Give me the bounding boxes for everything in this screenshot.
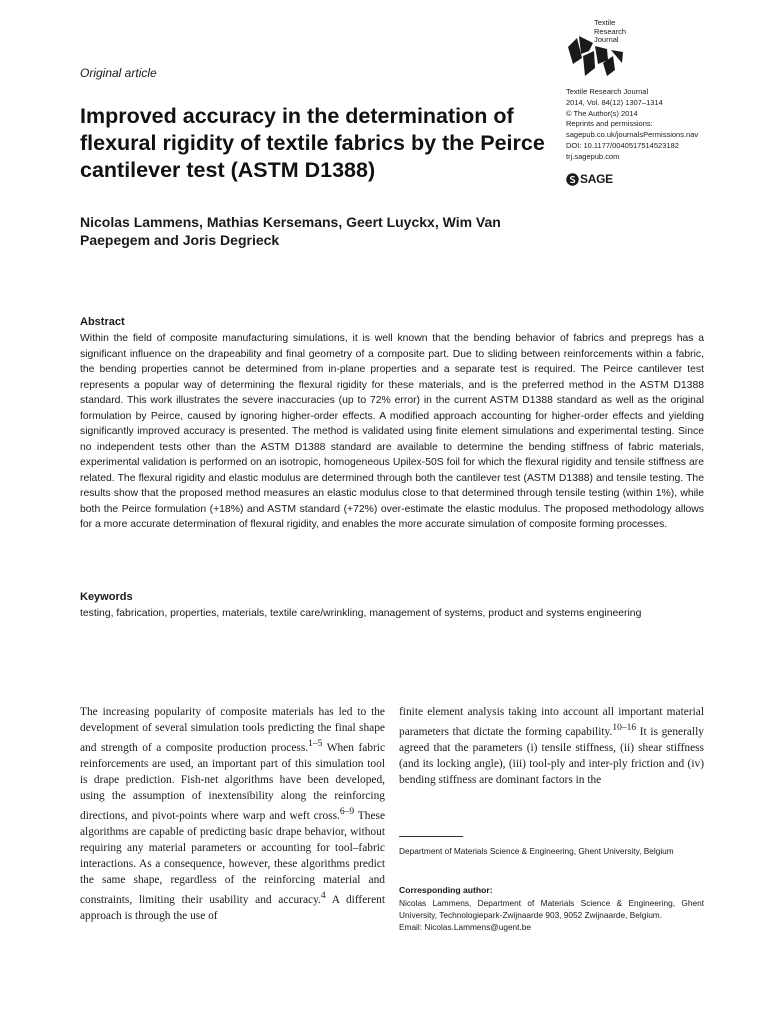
body-column-left xyxy=(80,704,385,924)
publisher-logo xyxy=(566,171,613,187)
permissions-link[interactable]: sagepub.co.uk/journalsPermissions.nav xyxy=(566,130,699,140)
journal-website-link[interactable]: trj.sagepub.com xyxy=(566,151,620,161)
journal-volume: 2014, Vol. 84(12) 1307–1314 xyxy=(566,97,663,107)
citation-ref[interactable]: 6–9 xyxy=(339,807,355,818)
doi-link[interactable]: DOI: 10.1177/0040517514523182 xyxy=(566,140,679,150)
body-column-right xyxy=(399,704,704,788)
keywords-text: testing, fabrication, properties, materials, textile care/wrinkling, management of systems, product and systems engineering xyxy=(80,608,642,619)
body-text: When fabric reinforcements are used, an important part of this simulation tool is drape prediction. Fish-net algorithms have been developed, using the assumption of inextensibility along the reinforcing directions, and pivot-points where warp and weft cross. xyxy=(80,741,386,822)
abstract-heading: Abstract xyxy=(80,316,125,328)
corresponding-email[interactable]: Email: Nicolas.Lammens@ugent.be xyxy=(399,922,532,932)
body-text: A different approach is through the use of xyxy=(80,893,385,922)
body-text: These algorithms are capable of predicting basic drape behavior, without requiring any material parameters or accounting for tool–fabric interactions. As a consequence, however, these algorithms predict the same shape, regardless of the reinforcing material and constraints, limiting their usability and accuracy. xyxy=(80,809,385,906)
logo-line-1: Textile xyxy=(594,18,616,27)
author-affiliation: Department of Materials Science & Engineering, Ghent University, Belgium xyxy=(399,846,674,856)
corresponding-author-details xyxy=(399,897,704,933)
abstract-text: Within the field of composite manufacturing simulations, it is well known that the bending behavior of fabrics and prepregs has a significant influence on the drapeability and final geometry of a composite part. Due to sliding between reinforcements within a fabric, the bending properties cannot be determined from in-plane properties and a separate test is required. The Peirce cantilever test represents a popular way of determining the flexural rigidity for these materials, and is the preferred method in the ASTM D1388 standard. This work illustrates the severe inaccuracies (up to 72% error) in the current ASTM D1388 standard as well as the original formulation by Peirce, caused by ignoring higher-order effects. A modified approach accounting for higher-order effects and yielding significantly improved accuracy is presented. The method is validated using finite element simulations and experimental testing. Since no independent tests other than the ASTM D1388 standard are available to determine the bending stiffness of fabric materials, experimental validation is performed on an isotropic, homogeneous Upilex-50S foil for which the flexural rigidity and tensile stiffness are related. The flexural rigidity and elastic modulus are determined through both the cantilever test (ASTM D1388) and tensile testing. The results show that the proposed method measures an elastic modulus close to that determined through tensile testing (within 1%), while both the Peirce formulation (+18%) and ASTM standard (+72%) over-estimate the elastic modulus. The proposed methodology allows for a more accurate determination of flexural rigidity, and enables the more accurate simulation of composite forming processes. xyxy=(80,333,704,530)
keywords-heading: Keywords xyxy=(80,591,133,603)
citation-ref[interactable]: 4 xyxy=(320,891,326,902)
corresponding-address: Nicolas Lammens, Department of Materials Science & Engineering, Ghent University, Technologiepark-Zwijnaarde 903, 9052 Zwijnaarde, Belgium. xyxy=(399,898,704,920)
author-list: Nicolas Lammens, Mathias Kersemans, Geert Luyckx, Wim Van Paepegem and Joris Degrieck xyxy=(80,214,501,248)
journal-logo-text xyxy=(594,19,626,45)
corresponding-author-heading: Corresponding author: xyxy=(399,885,493,895)
journal-meta-block xyxy=(566,87,698,163)
sage-mark-icon xyxy=(566,173,579,186)
journal-name: Textile Research Journal xyxy=(566,87,649,96)
publisher-name: SAGE xyxy=(580,172,613,186)
article-type-label: Original article xyxy=(80,66,157,80)
logo-line-3: Journal xyxy=(594,35,619,44)
logo-line-2: Research xyxy=(594,26,627,36)
body-text: The increasing popularity of composite materials has led to the development of several simulation tools predicting the final shape and strength of a composite production process. xyxy=(80,706,385,754)
reprints-label: Reprints and permissions: xyxy=(566,119,653,129)
article-title: Improved accuracy in the determination of flexural rigidity of textile fabrics by the Peirce cantilever test (ASTM D1388) xyxy=(80,104,545,182)
copyright-line: © The Author(s) 2014 xyxy=(566,108,638,118)
citation-ref[interactable]: 10–16 xyxy=(612,723,637,734)
body-text: finite element analysis taking into account all important material parameters that dictate the forming capability. xyxy=(399,706,704,738)
footnote-divider xyxy=(399,836,463,837)
citation-ref[interactable]: 1–5 xyxy=(308,739,323,750)
body-text: It is generally agreed that the parameters (i) tensile stiffness, (ii) shear stiffness (and its locking angle), (iii) tool-ply and inter-ply friction and (iv) bending stiffness are dominant factors in the xyxy=(399,725,704,786)
